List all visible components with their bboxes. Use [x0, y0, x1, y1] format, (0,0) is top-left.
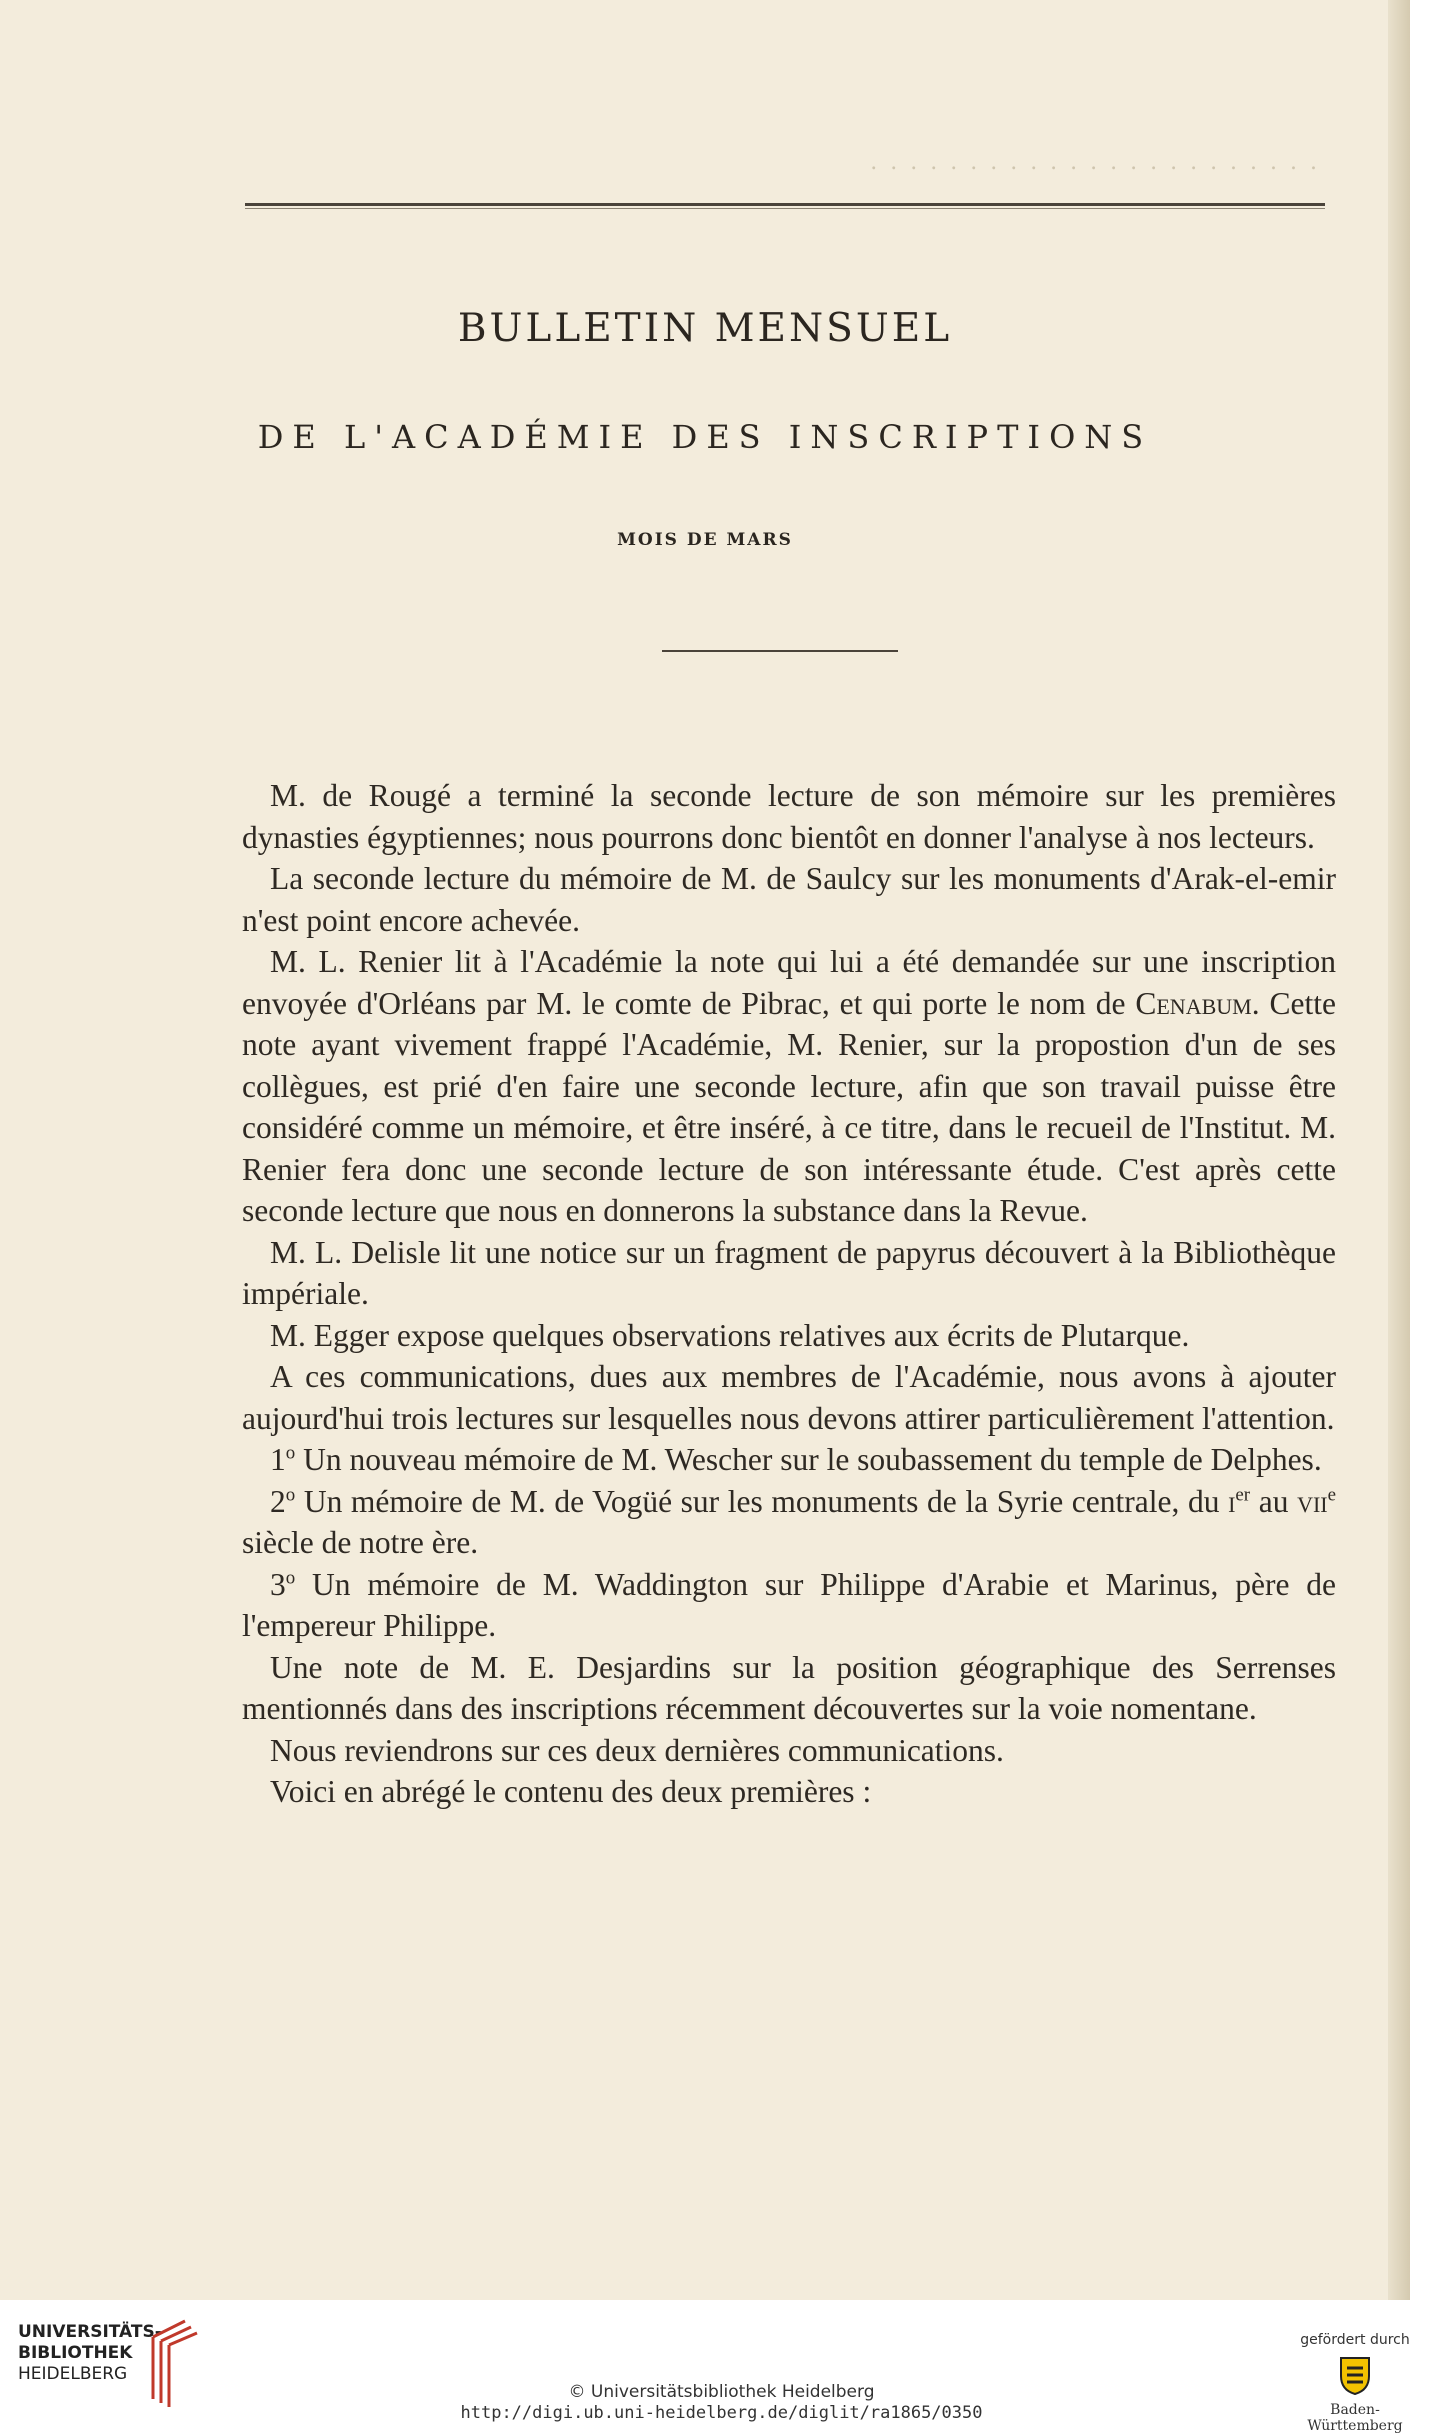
paragraph: M. Egger expose quelques observations relatives aux écrits de Plutarque.	[270, 1317, 1190, 1353]
library-logo-text[interactable]	[18, 2322, 162, 2385]
bulletin-month: MOIS DE MARS	[617, 530, 793, 550]
header-rule	[245, 203, 1325, 209]
list-item	[242, 1564, 1336, 1647]
paragraph	[242, 941, 1336, 1232]
item-text: Un nouveau mémoire de M. Wescher sur le soubassement du temple de Delphes.	[295, 1442, 1322, 1477]
century-suffix: er	[1235, 1484, 1251, 1505]
item-text: au	[1250, 1483, 1298, 1519]
paragraph: M. de Rougé a terminé la seconde lecture de son mémoire sur les premières dynasties égyptiennes; nous pourrons donc bientôt en donner l'analyse à nos lecteurs.	[242, 778, 1336, 855]
place-name: Cenabum	[1135, 985, 1252, 1021]
logo-line: UNIVERSITÄTS-	[18, 2322, 162, 2342]
logo-line: BIBLIOTHEK	[18, 2343, 133, 2363]
item-text: siècle de notre ère.	[242, 1525, 479, 1560]
bleed-through-text: . . . . . . . . . . . . . . . . . . . . . . .	[870, 150, 1320, 175]
title-separator-rule	[662, 650, 898, 652]
item-number: 1	[270, 1442, 286, 1477]
paragraph-text: . Cette note ayant vivement frappé l'Académie, M. Renier, sur la propostion d'un de ses collègues, est prié d'en faire une seconde lecture, afin que son travail puisse être considéré comme un mémoire, et être inséré, à ce titre, dans le recueil de l'Institut. M. Renier fera donc une seconde lecture de son intéressante étude. C'est après cette seconde lecture que nous en donnerons la substance dans la Revue.	[242, 985, 1336, 1228]
copyright-notice: © Universitätsbibliothek Heidelberg	[568, 2382, 875, 2402]
paragraph: La seconde lecture du mémoire de M. de Saulcy sur les monuments d'Arak-el-emir n'est point encore achevée.	[242, 861, 1336, 938]
paragraph-text: M. L. Renier lit à l'Académie la note qui lui a été demandée sur une inscription envoyée d'Orléans par M. le comte de Pibrac, et qui porte le nom de	[242, 944, 1336, 1021]
sponsor-name: Baden-Württemberg	[1307, 2402, 1403, 2434]
paragraph: M. L. Delisle lit une notice sur un fragment de papyrus découvert à la Bibliothèque impériale.	[242, 1234, 1336, 1311]
sponsor-label: gefördert durch	[1300, 2332, 1410, 2348]
article-body	[242, 775, 1336, 1813]
century-suffix: e	[1327, 1484, 1336, 1505]
list-item	[242, 1481, 1336, 1564]
paragraph: Voici en abrégé le contenu des deux premières :	[270, 1774, 872, 1809]
paragraph: Nous reviendrons sur ces deux dernières communications.	[270, 1732, 1004, 1768]
list-item	[242, 1439, 1336, 1481]
page-edge-shadow	[1388, 0, 1410, 2300]
ordinal-mark: o	[285, 1442, 296, 1464]
item-text: Un mémoire de M. Waddington sur Philippe d'Arabie et Marinus, père de l'empereur Philippe.	[242, 1566, 1336, 1643]
ordinal-mark: o	[285, 1484, 296, 1505]
viewer-footer	[0, 2300, 1443, 2434]
item-number: 2	[270, 1483, 286, 1519]
permalink[interactable]: http://digi.ub.uni-heidelberg.de/diglit/ra1865/0350	[460, 2403, 983, 2423]
paragraph: A ces communications, dues aux membres de l'Académie, nous avons à ajouter aujourd'hui trois lectures sur lesquelles nous devons attirer particulièrement l'attention.	[242, 1359, 1336, 1436]
bulletin-subtitle: DE L'ACADÉMIE DES INSCRIPTIONS	[257, 418, 1153, 456]
ordinal-mark: o	[285, 1567, 296, 1588]
logo-line: HEIDELBERG	[18, 2364, 128, 2384]
item-text: Un mémoire de M. de Vogüé sur les monuments de la Syrie centrale, du	[295, 1483, 1229, 1519]
bulletin-title: BULLETIN MENSUEL	[457, 306, 953, 351]
century-numeral: i	[1228, 1483, 1236, 1519]
state-coat-of-arms-icon	[1335, 2354, 1375, 2400]
century-numeral: vii	[1297, 1483, 1328, 1519]
paragraph: Une note de M. E. Desjardins sur la position géographique des Serrenses mentionnés dans des inscriptions récemment découvertes sur la voie nomentane.	[242, 1649, 1336, 1726]
item-number: 3	[270, 1566, 286, 1602]
